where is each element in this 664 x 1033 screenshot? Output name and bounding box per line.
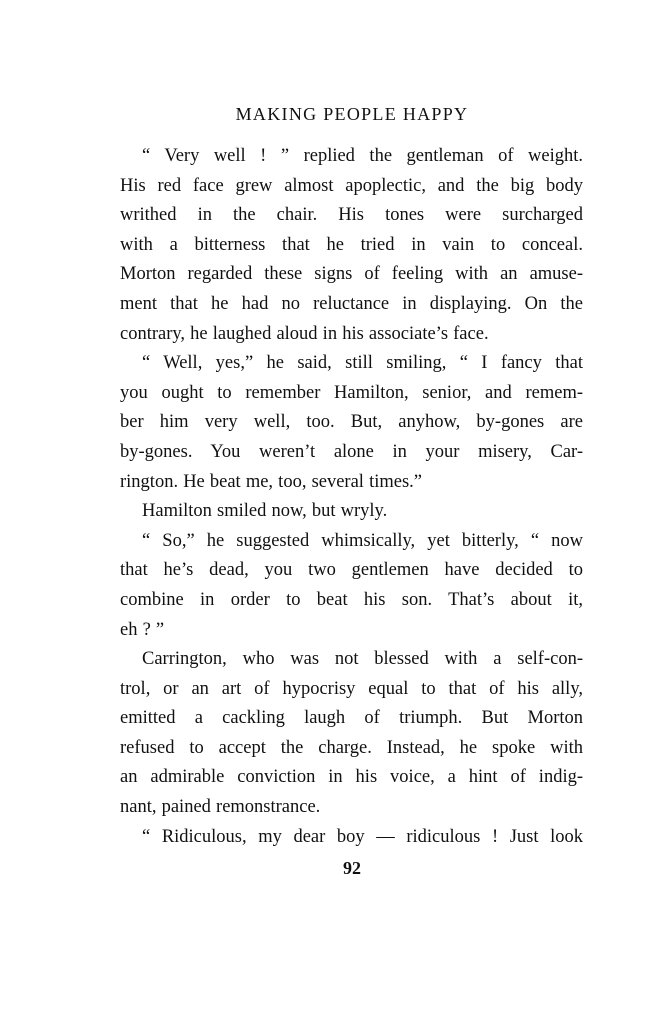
text-line: that he’s dead, you two gentlemen have decided to: [120, 560, 583, 581]
text-line: Morton regarded these signs of feeling with an amuse-: [120, 264, 583, 285]
page-number: 92: [343, 858, 361, 878]
text-line: “ Ridiculous, my dear boy — ridiculous ! Just look: [142, 826, 583, 847]
text-line: you ought to remember Hamilton, senior, and remem-: [120, 382, 583, 403]
text-line: combine in order to beat his son. That’s about it,: [120, 589, 583, 610]
text-line: His red face grew almost apoplectic, and the big body: [120, 175, 583, 196]
running-head: MAKING PEOPLE HAPPY: [235, 104, 469, 124]
text-line: with a bitterness that he tried in vain to conceal.: [120, 234, 583, 255]
body-text: [120, 142, 583, 852]
text-line: “ Very well ! ” replied the gentleman of weight.: [142, 146, 583, 166]
text-line: an admirable conviction in his voice, a hint of indig-: [120, 767, 583, 788]
text-line: eh ? ”: [120, 619, 165, 640]
text-line: emitted a cackling laugh of triumph. But Morton: [120, 708, 583, 729]
text-line: trol, or an art of hypocrisy equal to that of his ally,: [120, 678, 583, 699]
text-line: refused to accept the charge. Instead, he spoke with: [120, 737, 583, 758]
text-line: ber him very well, too. But, anyhow, by-gones are: [120, 412, 583, 433]
text-line: nant, pained remonstrance.: [120, 797, 321, 818]
text-line: “ So,” he suggested whimsically, yet bitterly, “ now: [142, 530, 583, 551]
text-line: Carrington, who was not blessed with a self-con-: [142, 649, 583, 670]
text-line: “ Well, yes,” he said, still smiling, “ I fancy that: [142, 353, 583, 374]
text-line: Hamilton smiled now, but wryly.: [142, 501, 388, 522]
text-line: writhed in the chair. His tones were surcharged: [120, 205, 583, 226]
text-line: ment that he had no reluctance in displaying. On the: [120, 293, 583, 314]
text-line: rington. He beat me, too, several times.”: [120, 471, 422, 492]
text-line: contrary, he laughed aloud in his associate’s face.: [120, 323, 489, 344]
text-line: by-gones. You weren’t alone in your misery, Car-: [120, 441, 583, 462]
